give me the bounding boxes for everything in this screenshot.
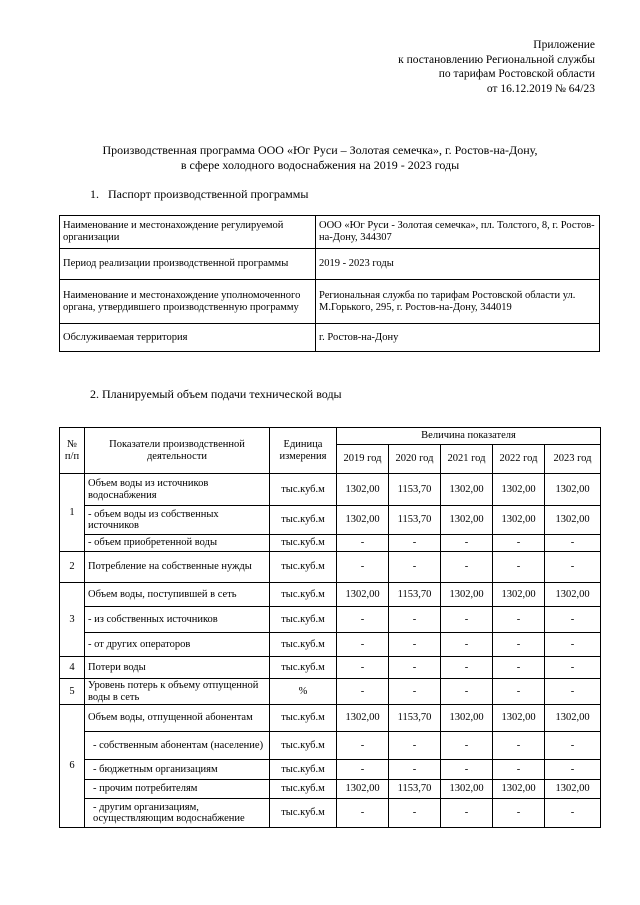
appendix-header xyxy=(295,38,595,96)
indicator-name: - объем воды из собственных источников xyxy=(85,506,270,535)
value-cell: 1302,00 xyxy=(545,583,601,607)
value-cell: - xyxy=(337,657,389,679)
indicator-name: Потребление на собственные нужды xyxy=(85,552,270,583)
value-cell: - xyxy=(389,799,441,828)
value-cell: 1153,70 xyxy=(389,705,441,732)
table-row xyxy=(60,760,601,780)
row-number: 2 xyxy=(60,552,85,583)
title-line: Производственная программа ООО «Юг Руси – Золотая семечка», г. Ростов-на-Дону, xyxy=(102,143,538,157)
value-cell: 1302,00 xyxy=(441,474,493,506)
value-cell: - xyxy=(441,679,493,705)
value-cell: - xyxy=(441,535,493,552)
value-cell: - xyxy=(493,552,545,583)
table-row xyxy=(60,552,601,583)
value-cell: - xyxy=(441,607,493,633)
value-cell: - xyxy=(337,607,389,633)
indicator-name: - другим организациям, осуществляющим водоснабжение xyxy=(85,799,270,828)
value-cell: - xyxy=(389,535,441,552)
value-cell: - xyxy=(545,799,601,828)
value-cell: 1302,00 xyxy=(441,506,493,535)
value-cell: 1302,00 xyxy=(545,780,601,799)
unit-cell: тыс.куб.м xyxy=(270,583,337,607)
indicator-name: - от других операторов xyxy=(85,633,270,657)
table-row xyxy=(60,657,601,679)
row-number: 6 xyxy=(60,705,85,828)
volume-table xyxy=(59,427,601,828)
value-cell: - xyxy=(493,799,545,828)
value-cell: - xyxy=(545,607,601,633)
table-row xyxy=(60,583,601,607)
value-cell: - xyxy=(337,535,389,552)
indicator-name: Потери воды xyxy=(85,657,270,679)
section-2-heading: 2. Планируемый объем подачи технической воды xyxy=(90,387,342,401)
passport-label: Наименование и местонахождение регулируемой организации xyxy=(60,216,316,249)
header-indicator: Показатели производственной деятельности xyxy=(85,428,270,474)
appendix-line: от 16.12.2019 № 64/23 xyxy=(486,82,595,95)
unit-cell: % xyxy=(270,679,337,705)
value-cell: - xyxy=(441,799,493,828)
value-cell: 1302,00 xyxy=(337,583,389,607)
row-number: 1 xyxy=(60,474,85,552)
value-cell: - xyxy=(493,760,545,780)
value-cell: - xyxy=(493,679,545,705)
passport-row xyxy=(60,216,600,249)
value-cell: 1302,00 xyxy=(493,583,545,607)
table-row xyxy=(60,679,601,705)
value-cell: - xyxy=(389,633,441,657)
indicator-name: Объем воды из источников водоснабжения xyxy=(85,474,270,506)
value-cell: - xyxy=(337,760,389,780)
value-cell: - xyxy=(441,760,493,780)
value-cell: 1302,00 xyxy=(545,474,601,506)
header-year: 2023 год xyxy=(545,445,601,474)
value-cell: - xyxy=(545,657,601,679)
header-year: 2021 год xyxy=(441,445,493,474)
table-row xyxy=(60,799,601,828)
value-cell: - xyxy=(493,732,545,760)
unit-cell: тыс.куб.м xyxy=(270,552,337,583)
value-cell: 1153,70 xyxy=(389,506,441,535)
value-cell: - xyxy=(493,633,545,657)
indicator-name: - бюджетным организациям xyxy=(85,760,270,780)
value-cell: 1302,00 xyxy=(441,780,493,799)
passport-row xyxy=(60,324,600,352)
volume-table-body xyxy=(60,474,601,828)
value-cell: 1302,00 xyxy=(337,705,389,732)
header-num: № п/п xyxy=(60,428,85,474)
unit-cell: тыс.куб.м xyxy=(270,474,337,506)
value-cell: - xyxy=(389,552,441,583)
passport-table xyxy=(59,215,600,352)
table-row xyxy=(60,780,601,799)
appendix-line: к постановлению Региональной службы xyxy=(398,53,595,66)
passport-value: г. Ростов-на-Дону xyxy=(316,324,600,352)
value-cell: - xyxy=(545,732,601,760)
value-cell: - xyxy=(545,760,601,780)
indicator-name: - из собственных источников xyxy=(85,607,270,633)
value-cell: - xyxy=(389,607,441,633)
value-cell: - xyxy=(441,732,493,760)
unit-cell: тыс.куб.м xyxy=(270,799,337,828)
row-number: 4 xyxy=(60,657,85,679)
value-cell: - xyxy=(389,760,441,780)
unit-cell: тыс.куб.м xyxy=(270,535,337,552)
row-number: 5 xyxy=(60,679,85,705)
value-cell: 1302,00 xyxy=(493,506,545,535)
passport-label: Наименование и местонахождение уполномоченного органа, утвердившего производственную программу xyxy=(60,280,316,324)
indicator-name: - собственным абонентам (население) xyxy=(85,732,270,760)
passport-row xyxy=(60,249,600,280)
value-cell: - xyxy=(545,679,601,705)
unit-cell: тыс.куб.м xyxy=(270,760,337,780)
value-cell: - xyxy=(337,552,389,583)
unit-cell: тыс.куб.м xyxy=(270,607,337,633)
value-cell: - xyxy=(441,552,493,583)
value-cell: - xyxy=(337,732,389,760)
value-cell: 1302,00 xyxy=(441,705,493,732)
passport-value: 2019 - 2023 годы xyxy=(316,249,600,280)
indicator-name: - прочим потребителям xyxy=(85,780,270,799)
appendix-line: по тарифам Ростовской области xyxy=(438,68,595,80)
table-row xyxy=(60,607,601,633)
header-year: 2022 год xyxy=(493,445,545,474)
table-row xyxy=(60,633,601,657)
value-cell: 1153,70 xyxy=(389,583,441,607)
indicator-name: Объем воды, поступившей в сеть xyxy=(85,583,270,607)
unit-cell: тыс.куб.м xyxy=(270,506,337,535)
passport-row xyxy=(60,280,600,324)
unit-cell: тыс.куб.м xyxy=(270,705,337,732)
value-cell: - xyxy=(493,535,545,552)
value-cell: 1153,70 xyxy=(389,780,441,799)
unit-cell: тыс.куб.м xyxy=(270,657,337,679)
value-cell: - xyxy=(389,732,441,760)
section-1-heading: 1. Паспорт производственной программы xyxy=(90,187,309,201)
header-year: 2019 год xyxy=(337,445,389,474)
value-cell: 1302,00 xyxy=(337,474,389,506)
indicator-name: Объем воды, отпущенной абонентам xyxy=(85,705,270,732)
value-cell: 1302,00 xyxy=(493,474,545,506)
header-year: 2020 год xyxy=(389,445,441,474)
value-cell: - xyxy=(441,657,493,679)
value-cell: 1302,00 xyxy=(493,705,545,732)
value-cell: - xyxy=(545,552,601,583)
value-cell: 1302,00 xyxy=(545,506,601,535)
passport-value: Региональная служба по тарифам Ростовской области ул. М.Горького, 295, г. Ростов-на-Дону, 344019 xyxy=(316,280,600,324)
unit-cell: тыс.куб.м xyxy=(270,633,337,657)
table-row xyxy=(60,535,601,552)
row-number: 3 xyxy=(60,583,85,657)
title-line: в сфере холодного водоснабжения на 2019 - 2023 годы xyxy=(180,158,460,172)
table-row xyxy=(60,474,601,506)
value-cell: - xyxy=(337,633,389,657)
value-cell: - xyxy=(337,799,389,828)
value-cell: - xyxy=(337,679,389,705)
passport-label: Период реализации производственной программы xyxy=(60,249,316,280)
value-cell: - xyxy=(441,633,493,657)
unit-cell: тыс.куб.м xyxy=(270,780,337,799)
value-cell: - xyxy=(493,657,545,679)
appendix-line: Приложение xyxy=(533,39,595,51)
indicator-name: - объем приобретенной воды xyxy=(85,535,270,552)
value-cell: - xyxy=(389,657,441,679)
value-cell: - xyxy=(545,633,601,657)
passport-label: Обслуживаемая территория xyxy=(60,324,316,352)
document-title xyxy=(40,143,600,173)
passport-value: ООО «Юг Руси - Золотая семечка», пл. Толстого, 8, г. Ростов-на-Дону, 344307 xyxy=(316,216,600,249)
indicator-name: Уровень потерь к объему отпущенной воды в сеть xyxy=(85,679,270,705)
value-cell: 1302,00 xyxy=(337,506,389,535)
header-unit: Единица измерения xyxy=(270,428,337,474)
value-cell: 1302,00 xyxy=(337,780,389,799)
unit-cell: тыс.куб.м xyxy=(270,732,337,760)
table-row xyxy=(60,705,601,732)
value-cell: - xyxy=(545,535,601,552)
value-cell: 1302,00 xyxy=(493,780,545,799)
value-cell: - xyxy=(389,679,441,705)
value-cell: 1153,70 xyxy=(389,474,441,506)
table-row xyxy=(60,732,601,760)
value-cell: 1302,00 xyxy=(545,705,601,732)
table-row xyxy=(60,506,601,535)
header-value-group: Величина показателя xyxy=(337,428,601,445)
value-cell: 1302,00 xyxy=(441,583,493,607)
value-cell: - xyxy=(493,607,545,633)
